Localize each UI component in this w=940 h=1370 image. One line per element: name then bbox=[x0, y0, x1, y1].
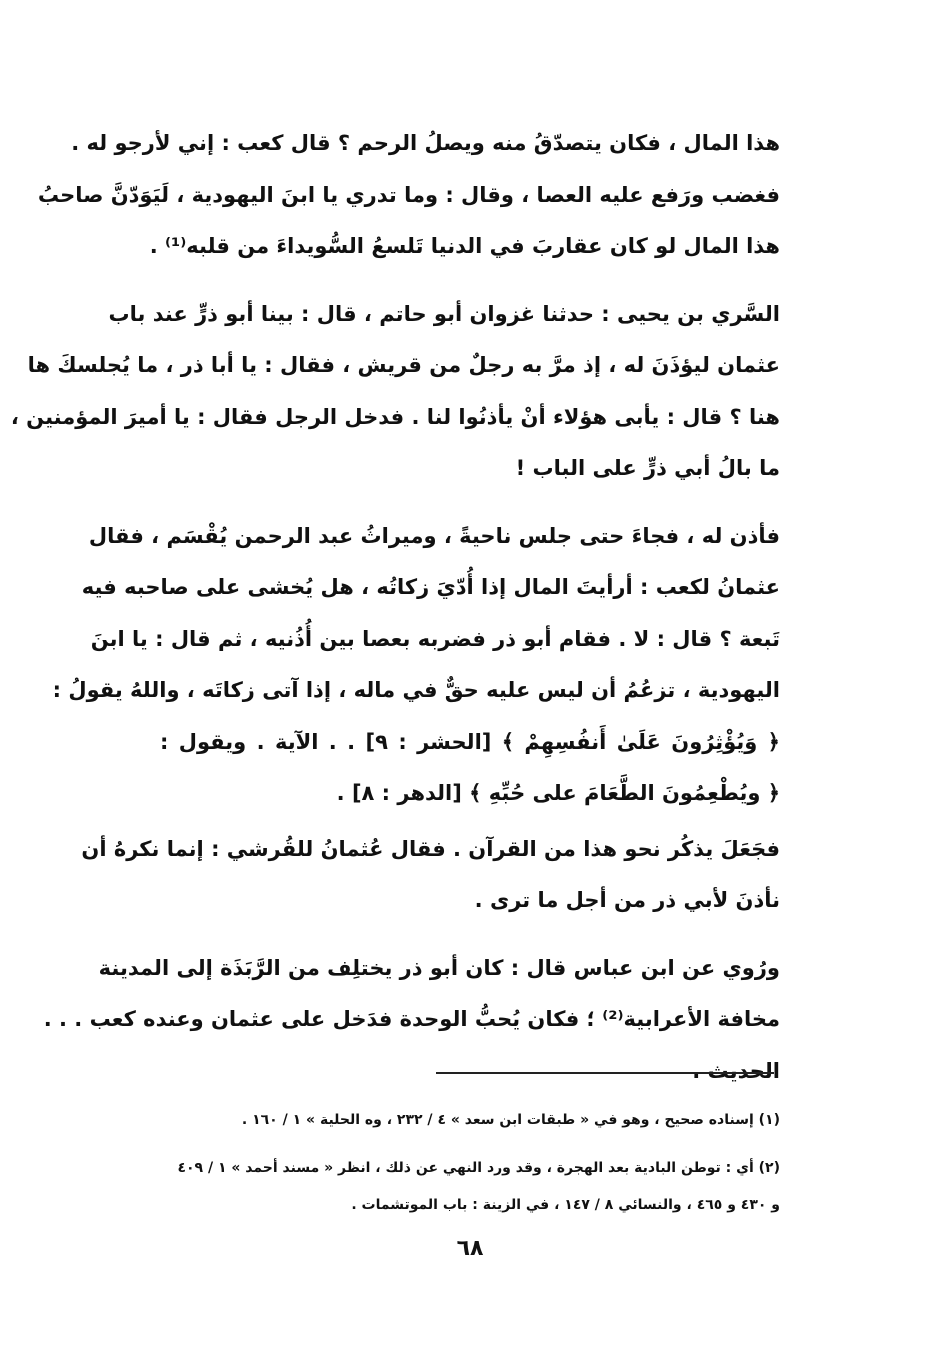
text-line: عثمانُ لكعب : أرأيتَ المال إذا أُدّيَ زكاتُه ، هل يُخشى على صاحبه فيه bbox=[81, 575, 780, 599]
quran-verse-line: ﴿ ويُطْعِمُونَ الطَّعَامَ على حُبِّهِ ﴾ [الدهر : ٨] . bbox=[336, 781, 780, 805]
text-line: هذا المال ، فكان يتصدّقُ منه ويصلُ الرحم ؟ قال كعب : إني لأرجو له . bbox=[71, 131, 780, 155]
footnote-line: و ٤٣٠ و ٤٦٥ ، والنسائي ٨ / ١٤٧ ، في الزينة : باب الموتشمات . bbox=[351, 1197, 780, 1213]
paragraph bbox=[81, 824, 780, 927]
text-line: هنا ؟ قال : يأبى هؤلاء أنْ يأذنُوا لنا . فدخل الرجل فقال : يا أميرَ المؤمنين ، bbox=[10, 404, 780, 429]
paragraph bbox=[37, 118, 780, 273]
text-line: هذا المال لو كان عقاربَ في الدنيا تَلسعُ السُّويداءَ من قلبه⁽¹⁾ . bbox=[149, 234, 780, 258]
text-line: ما بالُ أبي ذرٍّ على الباب ! bbox=[515, 456, 780, 480]
text-line: عثمان ليؤذَنَ له ، إذ مرَّ به رجلٌ من قريش ، فقال : يا أبا ذر ، ما يُجلسكَ ها bbox=[27, 353, 780, 377]
footnote-divider bbox=[436, 1072, 774, 1074]
footnote-line: (١) إسناده صحيح ، وهو في « طبقات ابن سعد » ٤ / ٢٣٢ ، وه الحلية » ١ / ١٦٠ . bbox=[241, 1112, 780, 1128]
text-line: تَبعة ؟ قال : لا . فقام أبو ذر فضربه بعصا بين أُذُنيه ، ثم قال : يا ابنَ bbox=[90, 626, 780, 651]
footnote bbox=[160, 1098, 780, 1142]
quran-verse-line: ﴿ وَيُؤْثِرُونَ عَلَىٰ أَنفُسِهِمْ ﴾ [الحشر : ٩] . . الآية . ويقول : bbox=[160, 729, 780, 754]
text-line: فغضب ورَفع عليه العصا ، وقال : وما تدري يا ابنَ اليهودية ، لَيَوَدّنَّ صاحبُ bbox=[37, 182, 780, 207]
text-line: السَّري بن يحيى : حدثنا غزوان أبو حاتم ، قال : بينا أبو ذرٍّ عند باب bbox=[108, 301, 780, 326]
paragraph bbox=[52, 511, 780, 820]
text-line: الحديث . bbox=[692, 1058, 780, 1083]
page-number: ٦٨ bbox=[456, 1236, 484, 1261]
text-line: نأذنَ لأبي ذر من أجل ما ترى . bbox=[474, 888, 780, 912]
text-line: فأذن له ، فجاءَ حتى جلس ناحيةً ، وميراثُ عبد الرحمن يُقْسَم ، فقال bbox=[88, 523, 780, 548]
text-line: اليهودية ، تزعُمُ أن ليس عليه حقٌّ في ماله ، إذا آتى زكاتَه ، واللهُ يقولُ : bbox=[52, 678, 780, 702]
footnote bbox=[160, 1146, 780, 1220]
paragraph bbox=[10, 289, 780, 495]
text-line: ورُوي عن ابن عباس قال : كان أبو ذر يختلِف من الرَّبَذَة إلى المدينة bbox=[98, 955, 780, 980]
text-line: فجَعَلَ يذكُر نحو هذا من القرآن . فقال عُثمانُ للقُرشي : إنما نكرهُ أن bbox=[81, 836, 780, 861]
footnote-line: (٢) أي : توطن البادية بعد الهجرة ، وقد ورد النهي عن ذلك ، انظر « مسند أحمد » ١ / ٤٠٩ bbox=[177, 1160, 780, 1176]
footnotes bbox=[160, 1098, 780, 1220]
main-text bbox=[10, 118, 780, 1097]
text-line: مخافة الأعرابية⁽²⁾ ؛ فكان يُحبُّ الوحدة فدَخل على عثمان وعنده كعب . . . bbox=[43, 1007, 780, 1031]
